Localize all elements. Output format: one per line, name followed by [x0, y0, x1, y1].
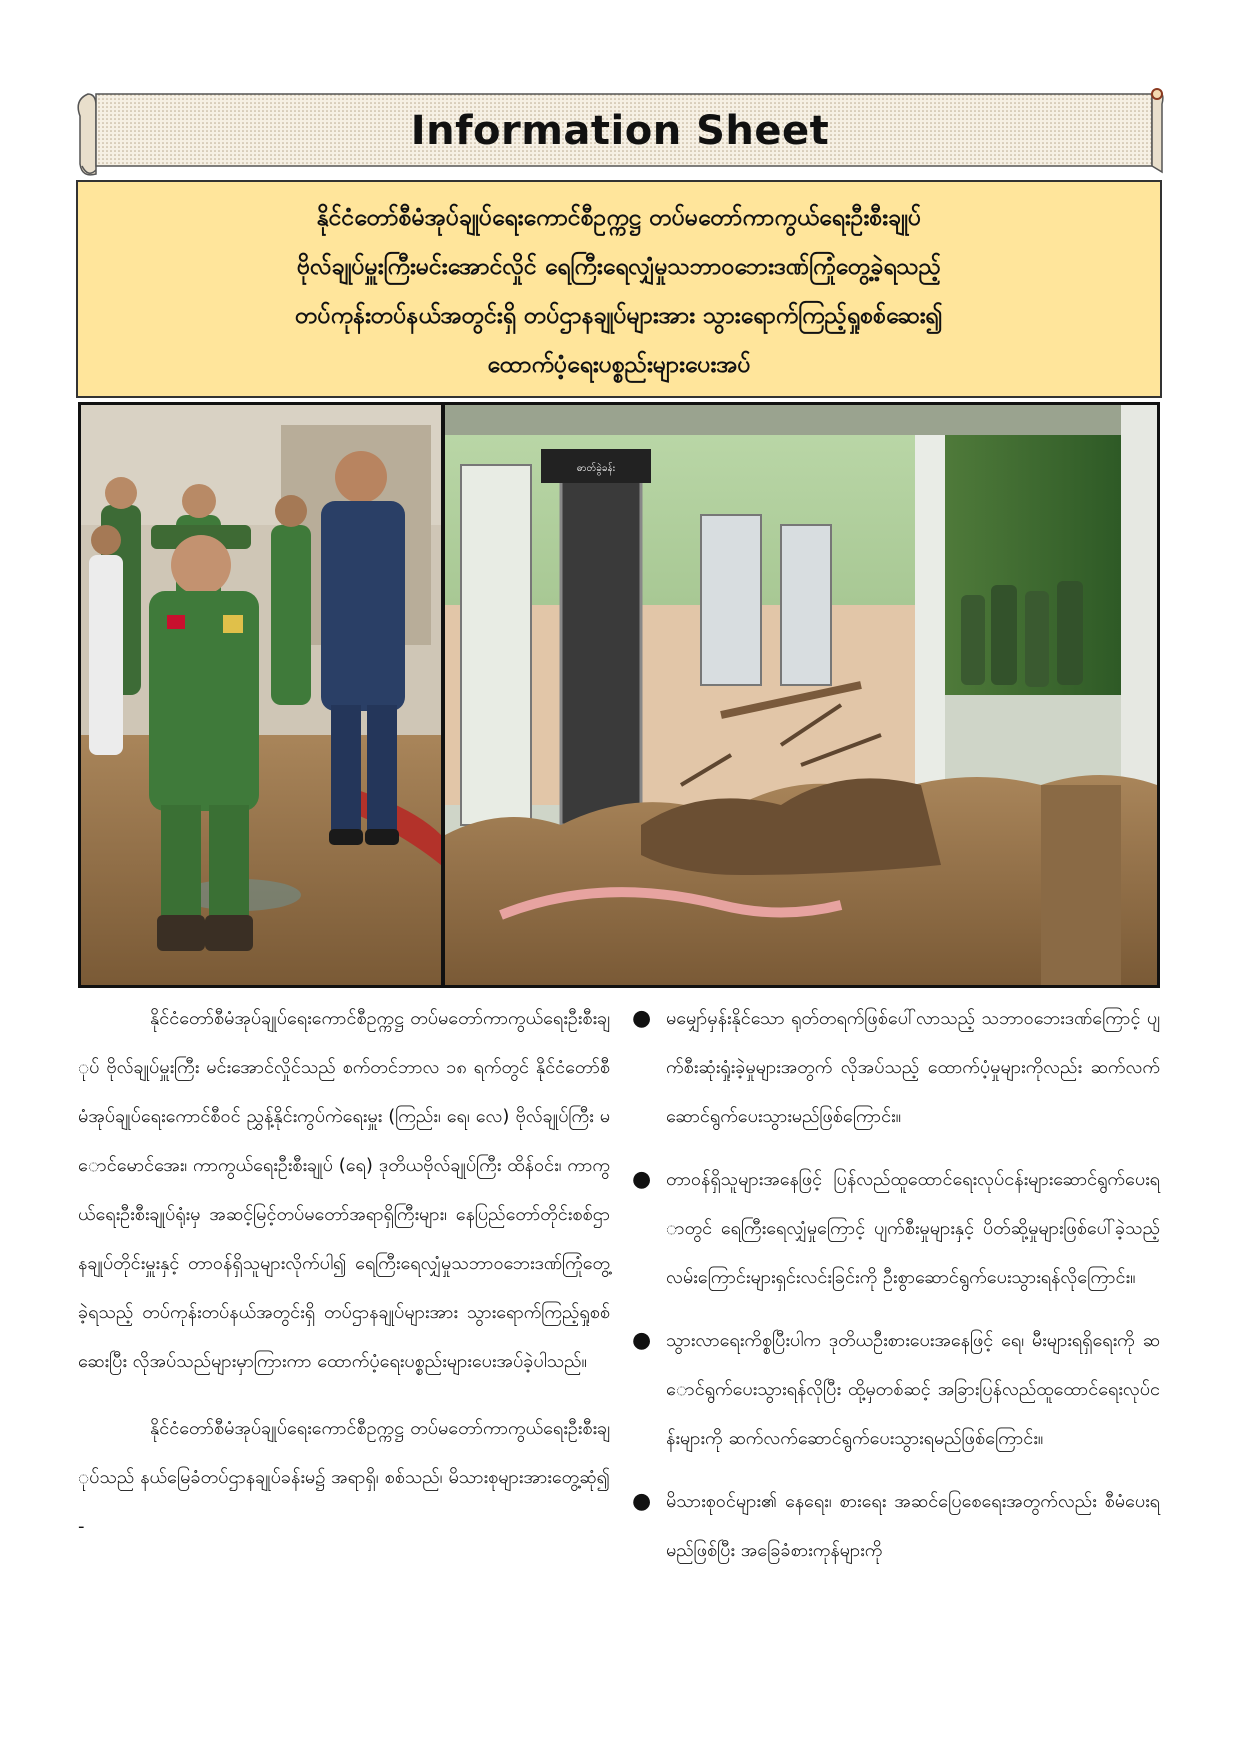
headline-line-1: နိုင်ငံတော်စီမံအုပ်ချုပ်ရေးကောင်စီဥက္ကဋ္ဌ တပ်မတော်ကာကွယ်ရေးဦးစီးချုပ် — [316, 205, 922, 231]
bullet-dot-icon: ● — [632, 1328, 652, 1353]
list-item — [628, 1155, 1160, 1302]
headline-line-4: ထောက်ပံ့ရေးပစ္စည်းများပေးအပ် — [487, 352, 751, 378]
corridor-sign: ဓာတ်ခွဲခန်း — [576, 463, 616, 474]
title-banner — [74, 86, 1166, 180]
list-item — [628, 1477, 1160, 1575]
bullet-list — [628, 994, 1160, 1575]
body-paragraph-1: နိုင်ငံတော်စီမံအုပ်ချုပ်ရေးကောင်စီဥက္ကဋ္ဌ တပ်မတော်ကာကွယ်ရေးဦးစီးချုပ် ဗိုလ်ချုပ်မှူးကြီး မင်းအောင်လှိုင်သည် စက်တင်ဘာလ ၁၈ ရက်တွင် နိုင်ငံတော်စီမံအုပ်ချုပ်ရေးကောင်စီဝင် ညွှန့်နိုင်းကွပ်ကဲရေးမှူး (ကြည်း၊ ရေ၊ လေ) ဗိုလ်ချုပ်ကြီး မောင်မောင်အေး၊ ကာကွယ်ရေးဦးစီးချုပ် (ရေ) ဒုတိယဗိုလ်ချုပ်ကြီး ထိန်ဝင်း၊ ကာကွယ်ရေးဦးစီးချုပ်ရုံးမှ အဆင့်မြင့်တပ်မတော်အရာရှိကြီးများ၊ နေပြည်တော်တိုင်းစစ်ဌာနချုပ်တိုင်းမှူးနှင့် တာဝန်ရှိသူများလိုက်ပါ၍ ရေကြီးရေလျှံမှုသဘာဝဘေးဒဏ်ကြုံတွေ့ခဲ့ရသည့် တပ်ကုန်းတပ်နယ်အတွင်းရှိ တပ်ဌာနချုပ်များအား သွားရောက်ကြည့်ရှုစစ်ဆေးပြီး လိုအပ်သည်များမှာကြားကာ ထောက်ပံ့ရေးပစ္စည်းများပေးအပ်ခဲ့ပါသည်။ — [78, 1008, 610, 1372]
body-paragraph-2: နိုင်ငံတော်စီမံအုပ်ချုပ်ရေးကောင်စီဥက္ကဋ္ဌ တပ်မတော်ကာကွယ်ရေးဦးစီးချုပ်သည် နယ်မြေခံတပ်ဌာနချုပ်ခန်းမ၌ အရာရှိ၊ စစ်သည်၊ မိသားစုများအားတွေ့ဆုံ၍- — [78, 1418, 610, 1537]
bullet-dot-icon: ● — [632, 1006, 652, 1031]
headline-line-2: ဗိုလ်ချုပ်မှူးကြီးမင်းအောင်လှိုင် ရေကြီးရေလျှံမှုသဘာဝဘေးဒဏ်ကြုံတွေ့ခဲ့ရသည့် — [296, 254, 942, 280]
list-item — [628, 994, 1160, 1141]
page-title: Information Sheet — [410, 108, 830, 154]
photo-illustration — [81, 405, 1157, 985]
right-column — [628, 994, 1160, 1589]
bullet-dot-icon: ● — [632, 1167, 652, 1192]
bullet-text-4: မိသားစုဝင်များ၏ နေရေး၊ စားရေး အဆင်ပြေစေရေးအတွက်လည်း စီမံပေးရမည်ဖြစ်ပြီး အခြေခံစားကုန်များကို — [666, 1491, 1160, 1561]
right-photo — [445, 405, 1157, 985]
bullet-dot-icon: ● — [632, 1489, 652, 1514]
bullet-text-1: မမျှော်မှန်းနိုင်သော ရုတ်တရက်ဖြစ်ပေါ်လာသည့် သဘာဝဘေးဒဏ်ကြောင့် ပျက်စီးဆုံးရှုံးခဲ့မှုများအတွက် လိုအပ်သည့် ထောက်ပံ့မှုများကိုလည်း ဆက်လက်ဆောင်ရွက်ပေးသွားမည်ဖြစ်ကြောင်း။ — [666, 1008, 1160, 1127]
news-photo — [78, 402, 1160, 988]
bullet-text-2: တာဝန်ရှိသူများအနေဖြင့် ပြန်လည်ထူထောင်ရေးလုပ်ငန်းများဆောင်ရွက်ပေးရာတွင် ရေကြီးရေလျှံမှုကြောင့် ပျက်စီးမှုများနှင့် ပိတ်ဆို့မှုများဖြစ်ပေါ်ခဲ့သည့် လမ်းကြောင်းများရှင်းလင်းခြင်းကို ဦးစွာဆောင်ရွက်ပေးသွားရန်လိုကြောင်း။ — [666, 1169, 1160, 1288]
bullet-text-3: သွားလာရေးကိစ္စပြီးပါက ဒုတိယဦးစားပေးအနေဖြင့် ရေ၊ မီးများရရှိရေးကို ဆောင်ရွက်ပေးသွားရန်လိုပြီး ထို့မှတစ်ဆင့် အခြားပြန်လည်ထူထောင်ရေးလုပ်ငန်းများကို ဆက်လက်ဆောင်ရွက်ပေးသွားရမည်ဖြစ်ကြောင်း။ — [666, 1330, 1160, 1449]
headline-box — [76, 180, 1162, 398]
left-column — [78, 994, 610, 1569]
list-item — [628, 1316, 1160, 1463]
headline-line-3: တပ်ကုန်းတပ်နယ်အတွင်းရှိ တပ်ဌာနချုပ်များအား သွားရောက်ကြည့်ရှုစစ်ဆေး၍ — [295, 303, 943, 329]
left-photo — [81, 405, 441, 985]
